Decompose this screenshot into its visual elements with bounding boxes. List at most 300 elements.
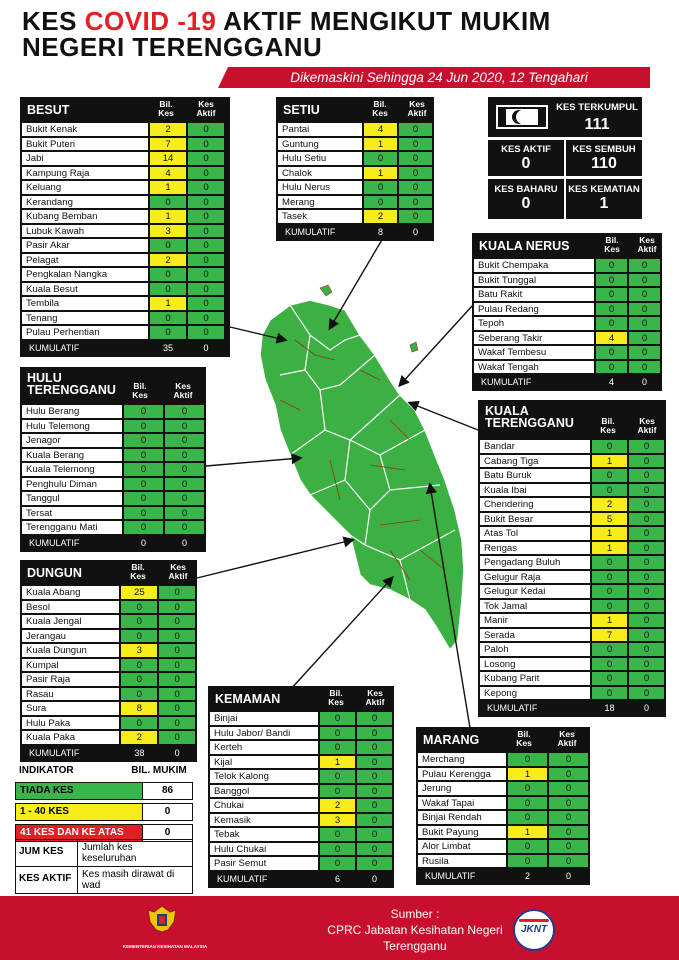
table-row bbox=[21, 137, 229, 152]
table-row bbox=[479, 526, 665, 541]
mukim-bil-kes: 3 bbox=[120, 643, 158, 658]
table-row bbox=[21, 433, 205, 448]
mukim-kes-aktif: 0 bbox=[164, 419, 205, 434]
mukim-bil-kes: 1 bbox=[149, 296, 187, 311]
mukim-kes-aktif: 0 bbox=[187, 267, 225, 282]
total-kes-aktif: 0 bbox=[174, 747, 180, 758]
mukim-kes-aktif: 0 bbox=[356, 726, 393, 741]
table-row bbox=[21, 419, 205, 434]
indicator-label: TIADA KES bbox=[16, 783, 142, 799]
district-name: HULU TERENGGANU bbox=[27, 371, 116, 397]
mukim-bil-kes: 0 bbox=[149, 267, 187, 282]
mukim-bil-kes: 0 bbox=[123, 419, 164, 434]
mukim-name: Bukit Kenak bbox=[21, 122, 149, 137]
total-label: KUMULATIF bbox=[487, 703, 538, 713]
table-row bbox=[209, 755, 393, 770]
mukim-name: Atas Tol bbox=[479, 526, 591, 541]
terengganu-map bbox=[250, 280, 480, 660]
mukim-bil-kes: 0 bbox=[363, 195, 398, 210]
mukim-kes-aktif: 0 bbox=[158, 629, 196, 644]
total-label: KUMULATIF bbox=[425, 871, 476, 881]
mukim-bil-kes: 2 bbox=[120, 730, 158, 745]
mukim-kes-aktif: 0 bbox=[164, 404, 205, 419]
mukim-name: Kerandang bbox=[21, 195, 149, 210]
table-total-row bbox=[21, 745, 196, 761]
legend-desc: Kes masih dirawat di wad bbox=[82, 869, 175, 891]
mukim-bil-kes: 0 bbox=[591, 584, 628, 599]
mukim-name: Tasek bbox=[277, 209, 363, 224]
table-row bbox=[21, 716, 196, 731]
mukim-name: Hulu Setiu bbox=[277, 151, 363, 166]
kes-aktif-label: KES AKTIF bbox=[501, 144, 551, 155]
mukim-bil-kes: 0 bbox=[319, 769, 356, 784]
mukim-bil-kes: 0 bbox=[595, 273, 628, 288]
mukim-name: Bukit Tunggal bbox=[473, 273, 595, 288]
mukim-name: Batu Buruk bbox=[479, 468, 591, 483]
mukim-kes-aktif: 0 bbox=[356, 711, 393, 726]
mukim-bil-kes: 0 bbox=[120, 600, 158, 615]
mukim-kes-aktif: 0 bbox=[187, 180, 225, 195]
mukim-name: Chalok bbox=[277, 166, 363, 181]
mukim-bil-kes: 1 bbox=[149, 209, 187, 224]
mukim-name: Bukit Besar bbox=[479, 512, 591, 527]
mukim-kes-aktif: 0 bbox=[356, 798, 393, 813]
total-kes-aktif: 0 bbox=[641, 377, 647, 387]
mukim-kes-aktif: 0 bbox=[548, 752, 589, 767]
table-row bbox=[479, 599, 665, 614]
mukim-kes-aktif: 0 bbox=[356, 827, 393, 842]
mukim-name: Alor Limbat bbox=[417, 839, 507, 854]
table-row bbox=[417, 796, 589, 811]
total-kes-aktif: 0 bbox=[412, 226, 418, 237]
table-row bbox=[209, 784, 393, 799]
mukim-kes-aktif: 0 bbox=[548, 810, 589, 825]
mukim-name: Kuala Ibai bbox=[479, 483, 591, 498]
mukim-kes-aktif: 0 bbox=[548, 796, 589, 811]
mukim-kes-aktif: 0 bbox=[628, 642, 665, 657]
mukim-bil-kes: 0 bbox=[595, 345, 628, 360]
table-setiu bbox=[276, 97, 434, 241]
mukim-name: Wakaf Tapai bbox=[417, 796, 507, 811]
table-total-row bbox=[21, 535, 205, 551]
legend-term: JUM KES bbox=[16, 840, 78, 866]
table-row bbox=[473, 331, 661, 346]
table-row bbox=[21, 404, 205, 419]
island-perhentian bbox=[320, 285, 332, 296]
kes-baharu-value: 0 bbox=[521, 195, 531, 212]
mukim-bil-kes: 1 bbox=[363, 137, 398, 152]
mukim-kes-aktif: 0 bbox=[628, 258, 661, 273]
mukim-kes-aktif: 0 bbox=[164, 448, 205, 463]
total-kes-aktif: 0 bbox=[565, 871, 571, 881]
mukim-bil-kes: 0 bbox=[319, 726, 356, 741]
table-row bbox=[209, 798, 393, 813]
table-row bbox=[21, 282, 229, 297]
table-row bbox=[417, 767, 589, 782]
table-row bbox=[417, 810, 589, 825]
mukim-name: Pulau Redang bbox=[473, 302, 595, 317]
mukim-name: Hulu Nerus bbox=[277, 180, 363, 195]
mukim-kes-aktif: 0 bbox=[187, 151, 225, 166]
total-bil-kes: 6 bbox=[334, 873, 340, 884]
mukim-kes-aktif: 0 bbox=[628, 439, 665, 454]
mukim-kes-aktif: 0 bbox=[628, 345, 661, 360]
table-row bbox=[473, 273, 661, 288]
mukim-name: Rasau bbox=[21, 687, 120, 702]
mukim-name: Pengadang Buluh bbox=[479, 555, 591, 570]
total-kes-aktif: 0 bbox=[643, 703, 649, 713]
mukim-name: Pelagat bbox=[21, 253, 149, 268]
mukim-name: Bukit Puteri bbox=[21, 137, 149, 152]
mukim-kes-aktif: 0 bbox=[158, 643, 196, 658]
mukim-name: Lubuk Kawah bbox=[21, 224, 149, 239]
mukim-bil-kes: 8 bbox=[120, 701, 158, 716]
mukim-bil-kes: 0 bbox=[591, 555, 628, 570]
mukim-name: Guntung bbox=[277, 137, 363, 152]
mukim-kes-aktif: 0 bbox=[158, 585, 196, 600]
table-row bbox=[21, 614, 196, 629]
mukim-bil-kes: 0 bbox=[591, 439, 628, 454]
col-bil-kes: Bil. Kes bbox=[604, 235, 620, 254]
table-marang bbox=[416, 727, 590, 885]
mukim-bil-kes: 5 bbox=[591, 512, 628, 527]
table-row bbox=[21, 253, 229, 268]
mukim-name: Tanggul bbox=[21, 491, 123, 506]
mukim-kes-aktif: 0 bbox=[158, 600, 196, 615]
mukim-name: Kuala Dungun bbox=[21, 643, 120, 658]
mukim-name: Bandar bbox=[479, 439, 591, 454]
mukim-name: Kuala Paka bbox=[21, 730, 120, 745]
kes-terkumpul-label: KES TERKUMPUL bbox=[556, 102, 638, 113]
mukim-name: Pantai bbox=[277, 122, 363, 137]
district-name: KEMAMAN bbox=[215, 692, 281, 706]
mukim-kes-aktif: 0 bbox=[356, 813, 393, 828]
table-row bbox=[479, 541, 665, 556]
total-label: KUMULATIF bbox=[29, 747, 80, 758]
table-row bbox=[21, 448, 205, 463]
mukim-kes-aktif: 0 bbox=[548, 825, 589, 840]
mukim-name: Losong bbox=[479, 657, 591, 672]
mukim-kes-aktif: 0 bbox=[398, 137, 433, 152]
district-name: KUALA TERENGGANU bbox=[485, 404, 574, 430]
table-row bbox=[21, 267, 229, 282]
mukim-kes-aktif: 0 bbox=[628, 584, 665, 599]
table-row bbox=[209, 842, 393, 857]
kes-sembuh-label: KES SEMBUH bbox=[572, 144, 636, 155]
table-row bbox=[473, 345, 661, 360]
mukim-name: Pasir Raja bbox=[21, 672, 120, 687]
mukim-name: Kuala Berang bbox=[21, 448, 123, 463]
mukim-kes-aktif: 0 bbox=[628, 331, 661, 346]
total-kes-aktif: 0 bbox=[181, 537, 187, 548]
mukim-name: Kubang Bemban bbox=[21, 209, 149, 224]
mukim-name: Binjai Rendah bbox=[417, 810, 507, 825]
map-state-outline bbox=[260, 300, 464, 650]
mukim-name: Banggol bbox=[209, 784, 319, 799]
mukim-kes-aktif: 0 bbox=[398, 151, 433, 166]
mukim-name: Kemasik bbox=[209, 813, 319, 828]
mukim-bil-kes: 0 bbox=[595, 360, 628, 375]
island-redang bbox=[410, 342, 418, 352]
mukim-bil-kes: 2 bbox=[149, 253, 187, 268]
mukim-name: Kijal bbox=[209, 755, 319, 770]
mukim-kes-aktif: 0 bbox=[187, 195, 225, 210]
mukim-bil-kes: 4 bbox=[149, 166, 187, 181]
mukim-bil-kes: 0 bbox=[149, 238, 187, 253]
col-kes-aktif: Kes Aktif bbox=[168, 562, 188, 581]
kes-kematian-value: 1 bbox=[599, 195, 609, 212]
mukim-bil-kes: 1 bbox=[149, 180, 187, 195]
table-row bbox=[21, 325, 229, 340]
table-row bbox=[277, 180, 433, 195]
mukim-kes-aktif: 0 bbox=[164, 433, 205, 448]
mukim-bil-kes: 2 bbox=[363, 209, 398, 224]
mukim-kes-aktif: 0 bbox=[187, 209, 225, 224]
mukim-kes-aktif: 0 bbox=[628, 570, 665, 585]
mukim-name: Jerung bbox=[417, 781, 507, 796]
table-total-row bbox=[209, 871, 393, 887]
mukim-kes-aktif: 0 bbox=[628, 360, 661, 375]
mukim-name: Bukit Payung bbox=[417, 825, 507, 840]
mukim-bil-kes: 0 bbox=[120, 658, 158, 673]
mukim-kes-aktif: 0 bbox=[628, 686, 665, 701]
mukim-bil-kes: 2 bbox=[149, 122, 187, 137]
mukim-bil-kes: 0 bbox=[123, 520, 164, 535]
mukim-bil-kes: 0 bbox=[595, 287, 628, 302]
total-label: KUMULATIF bbox=[29, 342, 80, 353]
table-row bbox=[277, 122, 433, 137]
table-row bbox=[21, 180, 229, 195]
mukim-kes-aktif: 0 bbox=[398, 180, 433, 195]
table-row bbox=[473, 360, 661, 375]
mukim-kes-aktif: 0 bbox=[628, 287, 661, 302]
mukim-bil-kes: 0 bbox=[123, 433, 164, 448]
mukim-bil-kes: 0 bbox=[120, 716, 158, 731]
kes-kematian-label: KES KEMATIAN bbox=[568, 184, 640, 195]
mukim-name: Hulu Jabor/ Bandi bbox=[209, 726, 319, 741]
total-bil-kes: 0 bbox=[140, 537, 146, 548]
source-block bbox=[300, 906, 530, 954]
col-kes-aktif: Kes Aktif bbox=[557, 729, 577, 748]
table-row bbox=[21, 658, 196, 673]
table-row bbox=[21, 166, 229, 181]
table-hulu-terengganu bbox=[20, 367, 206, 552]
mukim-bil-kes: 0 bbox=[507, 854, 548, 869]
mukim-name: Wakaf Tengah bbox=[473, 360, 595, 375]
mukim-kes-aktif: 0 bbox=[187, 122, 225, 137]
mukim-kes-aktif: 0 bbox=[398, 195, 433, 210]
mukim-name: Kuala Telemong bbox=[21, 462, 123, 477]
table-row bbox=[479, 497, 665, 512]
total-bil-kes: 35 bbox=[162, 342, 173, 353]
mukim-bil-kes: 0 bbox=[507, 781, 548, 796]
mukim-kes-aktif: 0 bbox=[628, 483, 665, 498]
table-row bbox=[21, 311, 229, 326]
table-row bbox=[21, 506, 205, 521]
mukim-name: Seberang Takir bbox=[473, 331, 595, 346]
mukim-name: Kampung Raja bbox=[21, 166, 149, 181]
table-row bbox=[21, 195, 229, 210]
table-total-row bbox=[417, 868, 589, 884]
mukim-kes-aktif: 0 bbox=[356, 784, 393, 799]
mukim-bil-kes: 0 bbox=[363, 180, 398, 195]
mukim-bil-kes: 0 bbox=[591, 599, 628, 614]
indicator-title: INDIKATOR bbox=[19, 765, 74, 776]
mukim-kes-aktif: 0 bbox=[628, 273, 661, 288]
mukim-kes-aktif: 0 bbox=[158, 701, 196, 716]
table-row bbox=[479, 671, 665, 686]
mukim-kes-aktif: 0 bbox=[187, 296, 225, 311]
kes-baharu-label: KES BAHARU bbox=[494, 184, 558, 195]
indicator-value: 0 bbox=[142, 804, 192, 820]
mukim-name: Kumpal bbox=[21, 658, 120, 673]
col-kes-aktif: Kes Aktif bbox=[173, 381, 193, 400]
table-row bbox=[277, 195, 433, 210]
col-kes-aktif: Kes Aktif bbox=[637, 235, 657, 254]
mukim-kes-aktif: 0 bbox=[187, 253, 225, 268]
indicator-label: 1 - 40 KES bbox=[16, 804, 142, 820]
mukim-bil-kes: 0 bbox=[507, 839, 548, 854]
mukim-kes-aktif: 0 bbox=[158, 614, 196, 629]
mukim-kes-aktif: 0 bbox=[398, 122, 433, 137]
updated-banner: Dikemaskini Sehingga 24 Jun 2020, 12 Tengahari bbox=[228, 67, 650, 88]
legend-desc: Jumlah kes keseluruhan bbox=[82, 842, 137, 864]
col-bil-kes: Bil. Kes bbox=[158, 99, 174, 118]
mukim-bil-kes: 1 bbox=[591, 613, 628, 628]
mukim-kes-aktif: 0 bbox=[187, 224, 225, 239]
table-row bbox=[479, 439, 665, 454]
kes-aktif-value: 0 bbox=[521, 155, 531, 172]
mukim-bil-kes: 0 bbox=[591, 570, 628, 585]
mukim-kes-aktif: 0 bbox=[628, 671, 665, 686]
mukim-bil-kes: 0 bbox=[319, 856, 356, 871]
mukim-bil-kes: 0 bbox=[149, 282, 187, 297]
total-kes-aktif: 0 bbox=[371, 873, 377, 884]
table-total-row bbox=[277, 224, 433, 240]
legend-jum-kes bbox=[15, 839, 193, 867]
mukim-name: Batu Rakit bbox=[473, 287, 595, 302]
mukim-bil-kes: 0 bbox=[591, 468, 628, 483]
table-row bbox=[21, 585, 196, 600]
mukim-name: Kuala Besut bbox=[21, 282, 149, 297]
mukim-kes-aktif: 0 bbox=[164, 477, 205, 492]
mukim-bil-kes: 1 bbox=[363, 166, 398, 181]
mukim-name: Hulu Telemong bbox=[21, 419, 123, 434]
table-row bbox=[209, 769, 393, 784]
mukim-kes-aktif: 0 bbox=[356, 755, 393, 770]
mukim-kes-aktif: 0 bbox=[356, 856, 393, 871]
table-row bbox=[209, 813, 393, 828]
mukim-kes-aktif: 0 bbox=[628, 599, 665, 614]
mukim-name: Telok Kalong bbox=[209, 769, 319, 784]
legend-kes-aktif bbox=[15, 866, 193, 894]
mukim-kes-aktif: 0 bbox=[158, 730, 196, 745]
col-bil-kes: Bil. Kes bbox=[130, 562, 146, 581]
mukim-kes-aktif: 0 bbox=[628, 512, 665, 527]
total-label: KUMULATIF bbox=[217, 873, 268, 884]
table-row bbox=[21, 238, 229, 253]
mukim-name: Kubang Parit bbox=[479, 671, 591, 686]
mukim-name: Manir bbox=[479, 613, 591, 628]
table-row bbox=[479, 454, 665, 469]
mukim-name: Tepoh bbox=[473, 316, 595, 331]
total-bil-kes: 18 bbox=[604, 703, 615, 713]
mukim-name: Pulau Kerengga bbox=[417, 767, 507, 782]
table-row bbox=[277, 137, 433, 152]
mukim-name: Jenagor bbox=[21, 433, 123, 448]
mukim-kes-aktif: 0 bbox=[158, 687, 196, 702]
table-kuala-nerus bbox=[472, 233, 662, 391]
mukim-kes-aktif: 0 bbox=[548, 767, 589, 782]
mukim-bil-kes: 0 bbox=[591, 483, 628, 498]
mukim-name: Rengas bbox=[479, 541, 591, 556]
table-row bbox=[417, 752, 589, 767]
table-row bbox=[473, 302, 661, 317]
mukim-name: Tenang bbox=[21, 311, 149, 326]
mukim-bil-kes: 0 bbox=[319, 784, 356, 799]
jknt-logo-icon: JKNT bbox=[513, 909, 555, 951]
mukim-name: Kerteh bbox=[209, 740, 319, 755]
table-row bbox=[21, 600, 196, 615]
mukim-bil-kes: 1 bbox=[507, 767, 548, 782]
mukim-bil-kes: 1 bbox=[319, 755, 356, 770]
mukim-bil-kes: 0 bbox=[149, 325, 187, 340]
table-row bbox=[473, 287, 661, 302]
mukim-name: Cabang Tiga bbox=[479, 454, 591, 469]
mukim-bil-kes: 7 bbox=[591, 628, 628, 643]
mukim-name: Chukai bbox=[209, 798, 319, 813]
mukim-bil-kes: 0 bbox=[319, 827, 356, 842]
mukim-name: Pengkalan Nangka bbox=[21, 267, 149, 282]
mukim-bil-kes: 0 bbox=[120, 672, 158, 687]
mukim-bil-kes: 0 bbox=[120, 629, 158, 644]
mukim-kes-aktif: 0 bbox=[187, 325, 225, 340]
mukim-bil-kes: 0 bbox=[149, 195, 187, 210]
kes-terkumpul-value: 111 bbox=[584, 116, 610, 133]
table-row bbox=[21, 520, 205, 535]
mukim-bil-kes: 0 bbox=[123, 477, 164, 492]
col-kes-aktif: Kes Aktif bbox=[196, 99, 216, 118]
mukim-name: Jabi bbox=[21, 151, 149, 166]
table-row bbox=[417, 854, 589, 869]
mukim-kes-aktif: 0 bbox=[628, 497, 665, 512]
mukim-bil-kes: 14 bbox=[149, 151, 187, 166]
mukim-bil-kes: 0 bbox=[319, 740, 356, 755]
table-row bbox=[21, 477, 205, 492]
table-row bbox=[209, 856, 393, 871]
mukim-bil-kes: 3 bbox=[149, 224, 187, 239]
table-row bbox=[479, 686, 665, 701]
mukim-kes-aktif: 0 bbox=[628, 628, 665, 643]
mukim-name: Gelugur Kedai bbox=[479, 584, 591, 599]
indicator-value: 0 bbox=[142, 825, 192, 841]
col-bil-kes: Bil. Kes bbox=[600, 416, 616, 435]
col-kes-aktif: Kes Aktif bbox=[637, 416, 657, 435]
mukim-bil-kes: 0 bbox=[595, 316, 628, 331]
legend-term: KES AKTIF bbox=[16, 867, 78, 893]
table-total-row bbox=[479, 700, 665, 716]
mukim-name: Tersat bbox=[21, 506, 123, 521]
district-name: DUNGUN bbox=[27, 566, 82, 580]
indicator-value: 86 bbox=[142, 783, 192, 799]
mukim-bil-kes: 0 bbox=[149, 311, 187, 326]
table-row bbox=[473, 258, 661, 273]
mukim-bil-kes: 4 bbox=[595, 331, 628, 346]
total-bil-kes: 8 bbox=[377, 226, 383, 237]
mukim-name: Kepong bbox=[479, 686, 591, 701]
table-row bbox=[209, 711, 393, 726]
mukim-bil-kes: 0 bbox=[123, 491, 164, 506]
